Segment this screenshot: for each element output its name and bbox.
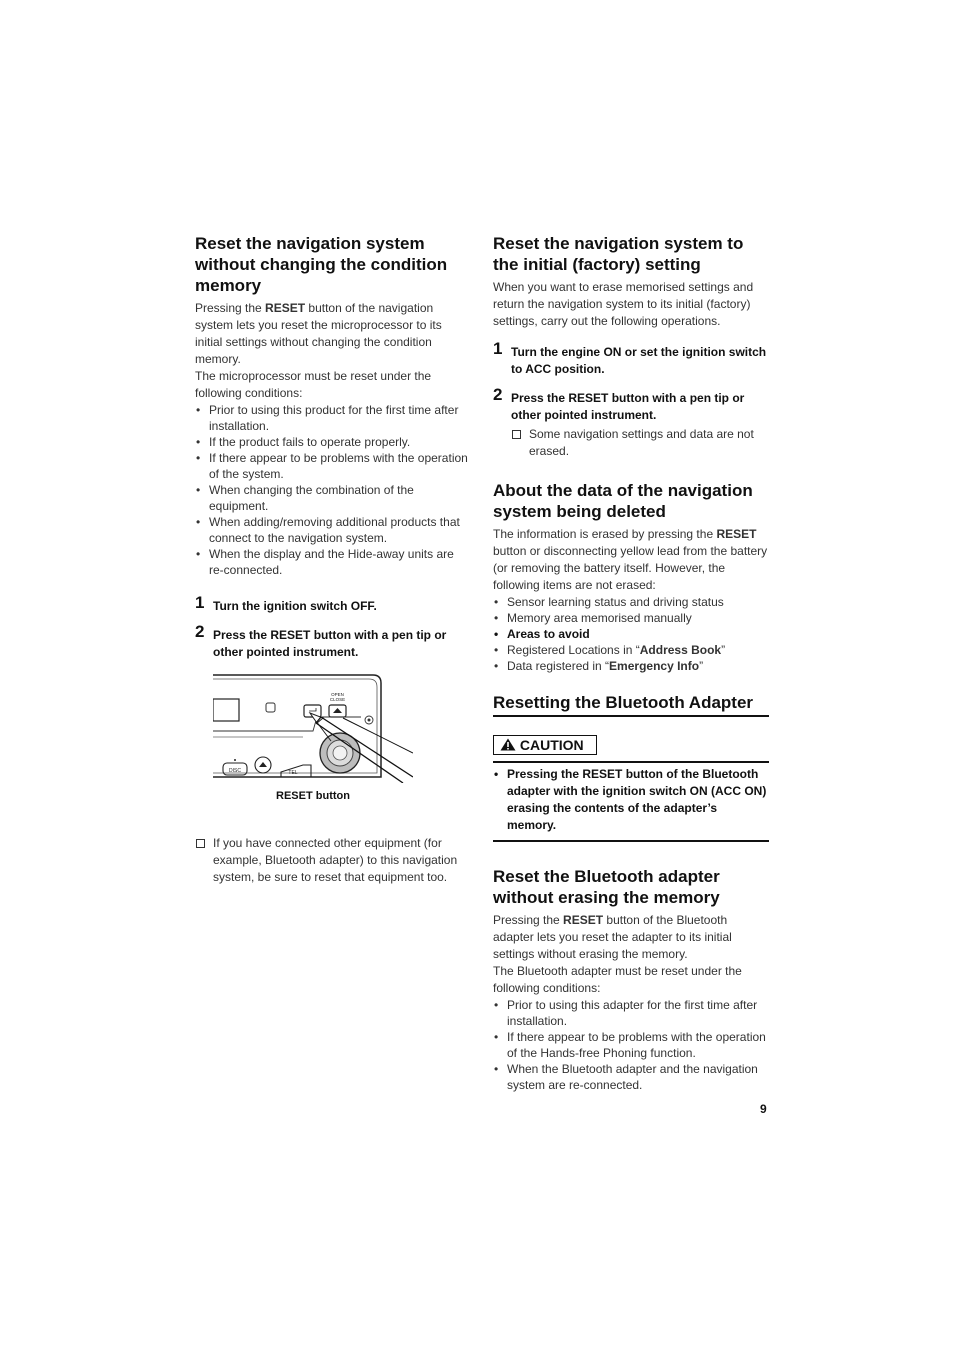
step-number: 1 xyxy=(195,593,205,612)
svg-text:CLOSE: CLOSE xyxy=(329,697,346,702)
bluetooth-reset-intro: Pressing the RESET button of the Bluetooth adapter lets you reset the adapter to its initial settings without erasing the memory. xyxy=(493,913,732,961)
warning-icon xyxy=(500,738,516,751)
caution-text-box xyxy=(493,761,769,842)
section-heading-bluetooth: Resetting the Bluetooth Adapter xyxy=(493,692,769,717)
list-item: • If there appear to be problems with the operation of the system. xyxy=(195,450,470,482)
list-item: • When the Bluetooth adapter and the navigation system are re-connected. xyxy=(493,1061,769,1093)
step-number: 2 xyxy=(493,385,503,404)
data-deleted-intro: The information is erased by pressing the RESET button or disconnecting yellow lead from the battery (or removing the battery itself. However, the following items are not erased: xyxy=(493,527,768,592)
list-item: • If the product fails to operate properly. xyxy=(195,434,470,450)
reset-button-illustration xyxy=(213,673,413,813)
left-column xyxy=(195,233,470,886)
list-item: • If there appear to be problems with the operation of the Hands-free Phoning function. xyxy=(493,1029,769,1061)
list-item: • Areas to avoid xyxy=(493,626,769,642)
list-item: • When the display and the Hide-away units are re-connected. xyxy=(195,546,470,578)
section-heading-reset-without-changing: Reset the navigation system without changing the condition memory xyxy=(195,234,448,295)
list-item: • When adding/removing additional products that connect to the navigation system. xyxy=(195,514,470,546)
factory-step-1: 1 Turn the engine ON or set the ignition switch to ACC position. xyxy=(493,339,767,376)
list-item: • Registered Locations in “Address Book” xyxy=(493,642,769,658)
list-item: • When changing the combination of the equipment. xyxy=(195,482,470,514)
svg-text:OPEN: OPEN xyxy=(331,692,344,697)
right-column xyxy=(493,233,769,1093)
bluetooth-conditions-list xyxy=(493,997,769,1093)
head-unit-drawing xyxy=(213,673,413,783)
section-heading-data-deleted: About the data of the navigation system being deleted xyxy=(493,481,753,521)
step-1: 1 Turn the ignition switch OFF. xyxy=(195,593,377,613)
note: If you have connected other equipment (for example, Bluetooth adapter) to this navigation system, be sure to reset that equipment too. xyxy=(195,835,470,886)
checkbox-bullet-icon xyxy=(196,839,205,848)
section-heading-factory-reset: Reset the navigation system to the initial (factory) setting xyxy=(493,234,744,274)
section-heading-bluetooth-reset: Reset the Bluetooth adapter without erasing the memory xyxy=(493,867,720,907)
svg-text:TEL: TEL xyxy=(288,770,298,776)
not-erased-list xyxy=(493,594,769,674)
bluetooth-conditions-intro: The Bluetooth adapter must be reset under the following conditions: xyxy=(493,964,742,995)
list-item: • Memory area memorised manually xyxy=(493,610,769,626)
step-number: 2 xyxy=(195,622,205,641)
caution-label: CAUTION xyxy=(493,735,597,755)
caution-text: • Pressing the RESET button of the Bluetooth adapter with the ignition switch ON (ACC ON) erasing the contents of the adapter’s memory. xyxy=(493,766,769,834)
factory-note: Some navigation settings and data are not erased. xyxy=(493,426,769,460)
list-item: • Prior to using this product for the first time after installation. xyxy=(195,402,470,434)
intro-paragraph: Pressing the RESET button of the navigation system lets you reset the microprocessor to its initial settings without changing the condition memory. xyxy=(195,301,442,366)
checkbox-bullet-icon xyxy=(512,430,521,439)
svg-text:DISC: DISC xyxy=(229,768,241,774)
conditions-list xyxy=(195,402,470,578)
step-2: 2 Press the RESET button with a pen tip or other pointed instrument. xyxy=(195,622,447,659)
illustration-caption: RESET button xyxy=(276,790,350,802)
list-item: • Prior to using this adapter for the first time after installation. xyxy=(493,997,769,1029)
conditions-intro: The microprocessor must be reset under the following conditions: xyxy=(195,369,432,400)
caution-block xyxy=(493,735,769,842)
list-item: • Sensor learning status and driving status xyxy=(493,594,769,610)
factory-reset-intro: When you want to erase memorised settings and return the navigation system to its initial (factory) settings, carry out the following operations. xyxy=(493,280,754,328)
factory-step-2: 2 Press the RESET button with a pen tip or other pointed instrument. xyxy=(493,385,745,422)
page-number: 9 xyxy=(760,1102,767,1116)
list-item: • Data registered in “Emergency Info” xyxy=(493,658,769,674)
step-number: 1 xyxy=(493,339,503,358)
